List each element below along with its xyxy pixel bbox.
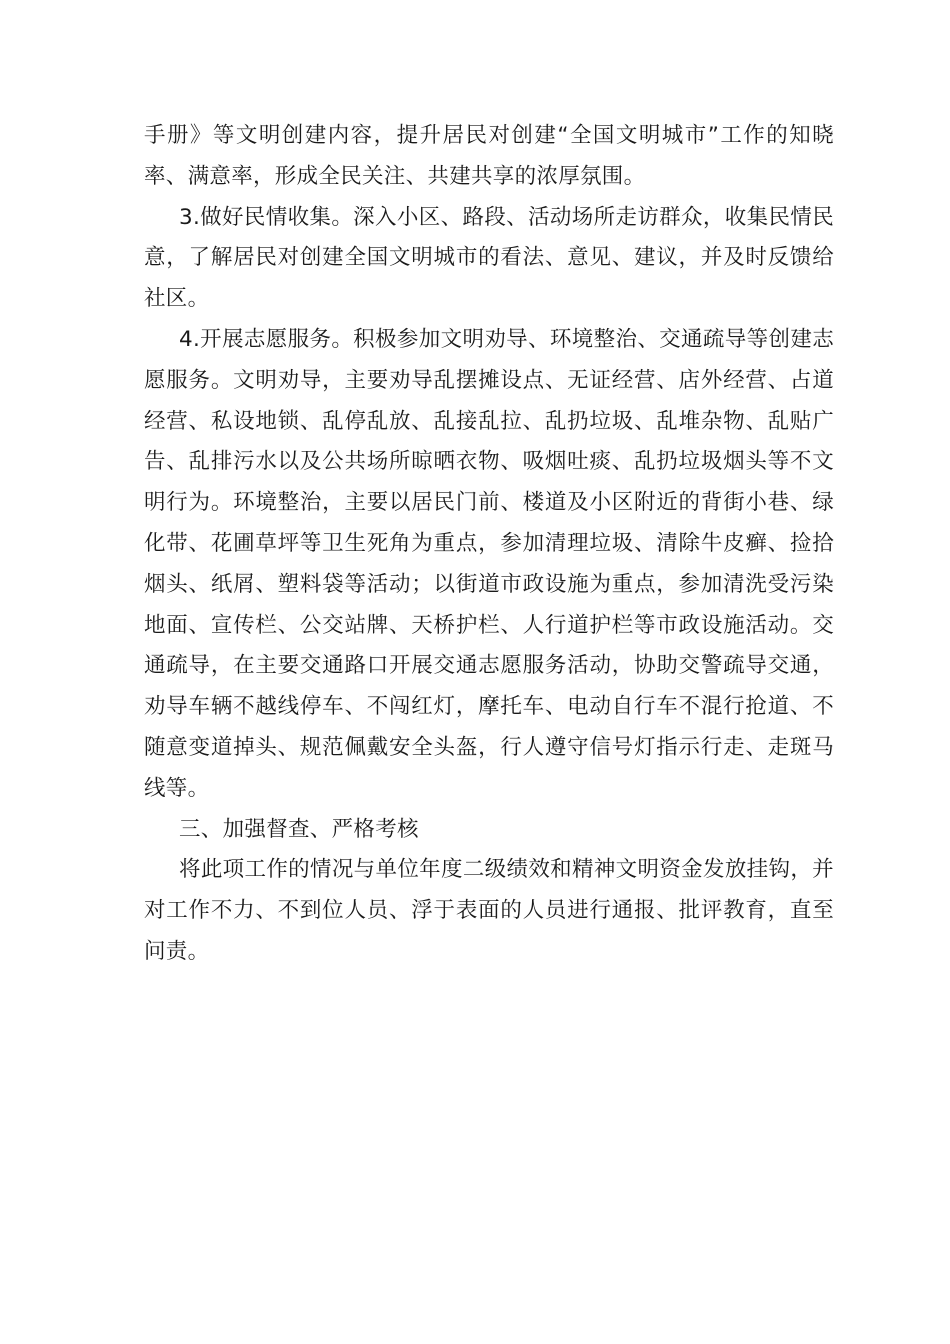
paragraph-item-3-collect-opinions: 3.做好民情收集。深入小区、路段、活动场所走访群众，收集民情民意，了解居民对创建全国文明城市的看法、意见、建议，并及时反馈给社区。 bbox=[144, 204, 834, 312]
paragraph-continuation: 手册》等文明创建内容，提升居民对创建“全国文明城市”工作的知晓率、满意率，形成全民关注、共建共享的浓厚氛围。 bbox=[144, 123, 834, 189]
paragraph-item-4-volunteer-service: 4.开展志愿服务。积极参加文明劝导、环境整治、交通疏导等创建志愿服务。文明劝导，主要劝导乱摆摊设点、无证经营、店外经营、占道经营、私设地锁、乱停乱放、乱接乱拉、乱扔垃圾、乱堆杂物、乱贴广告、乱排污水以及公共场所晾晒衣物、吸烟吐痰、乱扔垃圾烟头等不文明行为。环境整治，主要以居民门前、楼道及小区附近的背街小巷、绿化带、花圃草坪等卫生死角为重点，参加清理垃圾、清除牛皮癣、捡拾烟头、纸屑、塑料袋等活动；以街道市政设施为重点，参加清洗受污染地面、宣传栏、公交站牌、天桥护栏、人行道护栏等市政设施活动。交通疏导，在主要交通路口开展交通志愿服务活动，协助交警疏导交通，劝导车辆不越线停车、不闯红灯，摩托车、电动自行车不混行抢道、不随意变道掉头、规范佩戴安全头盔，行人遵守信号灯指示行走、走斑马线等。 bbox=[144, 326, 834, 801]
document-body bbox=[144, 116, 834, 973]
section-heading-supervision: 三、加强督查、严格考核 bbox=[179, 816, 419, 842]
paragraph-closing-accountability: 将此项工作的情况与单位年度二级绩效和精神文明资金发放挂钩，并对工作不力、不到位人员、浮于表面的人员进行通报、批评教育，直至问责。 bbox=[144, 857, 834, 964]
